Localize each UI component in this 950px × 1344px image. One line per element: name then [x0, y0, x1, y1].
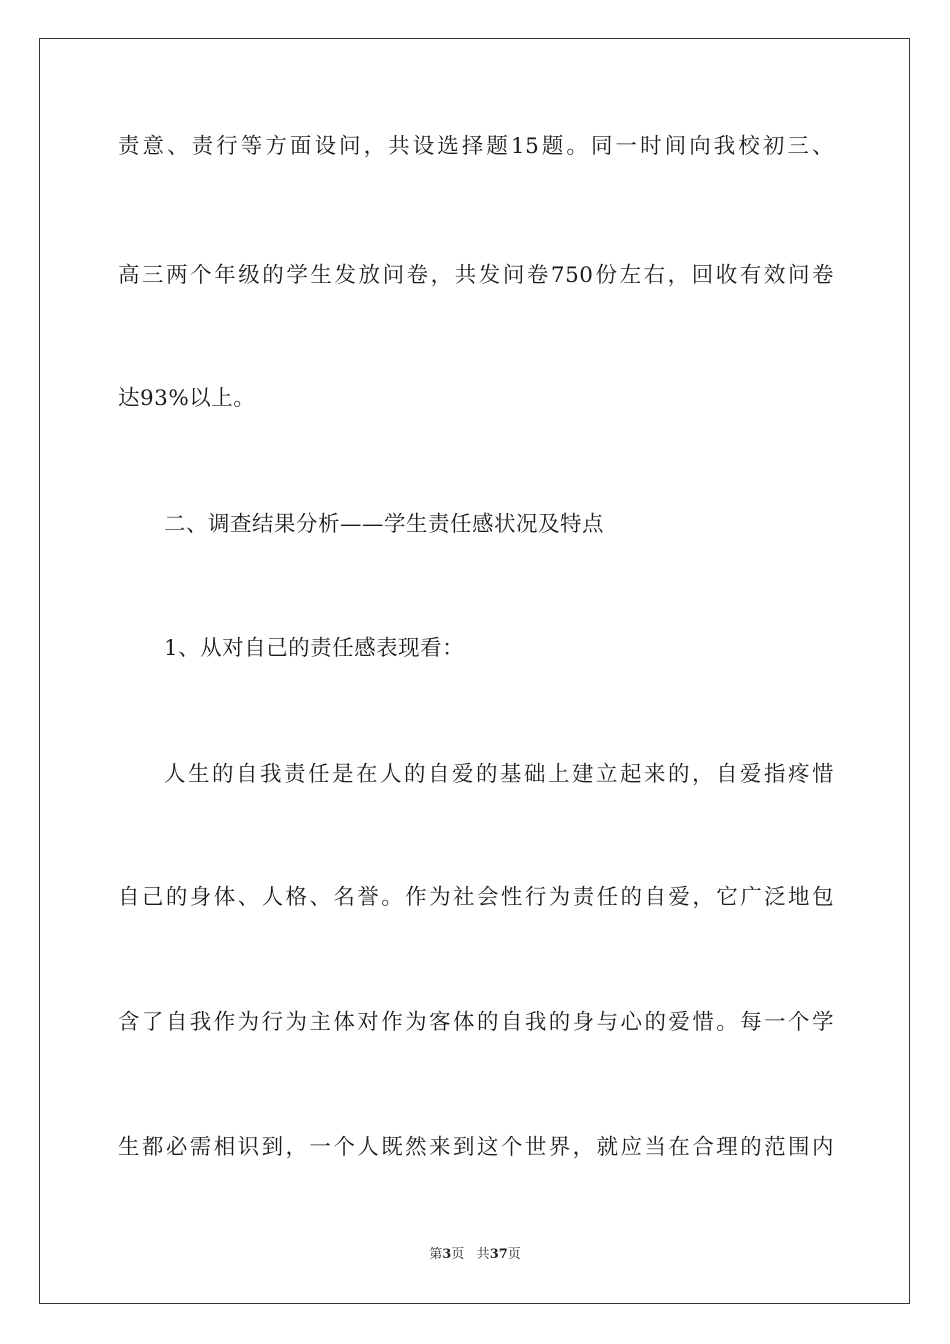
subsection-heading: 1、从对自己的责任感表现看： [164, 636, 465, 661]
page-number-prefix: 第 [429, 1247, 443, 1262]
total-pages-prefix: 共 [476, 1247, 490, 1262]
page-footer [0, 1246, 950, 1264]
page-number-suffix: 页 [451, 1247, 465, 1262]
page-border [39, 38, 910, 1304]
body-text-line: 达93%以上。 [118, 386, 256, 411]
body-text-line: 生都必需相识到，一个人既然来到这个世界，就应当在合理的范围内 [118, 1135, 834, 1160]
body-text-line: 高三两个年级的学生发放问卷，共发问卷750份左右，回收有效问卷 [118, 263, 834, 288]
total-pages-number: 37 [489, 1247, 508, 1262]
section-heading: 二、调查结果分析——学生责任感状况及特点 [164, 512, 605, 537]
current-page-number: 3 [442, 1247, 452, 1262]
total-pages-suffix: 页 [507, 1247, 521, 1262]
body-text-line: 自己的身体、人格、名誉。作为社会性行为责任的自爱，它广泛地包 [118, 885, 834, 910]
body-text-line: 责意、责行等方面设问，共设选择题15题。同一时间向我校初三、 [118, 134, 834, 159]
body-text-line: 含了自我作为行为主体对作为客体的自我的身与心的爱惜。每一个学 [118, 1010, 834, 1035]
body-text-line: 人生的自我责任是在人的自爱的基础上建立起来的，自爱指疼惜 [164, 762, 834, 787]
